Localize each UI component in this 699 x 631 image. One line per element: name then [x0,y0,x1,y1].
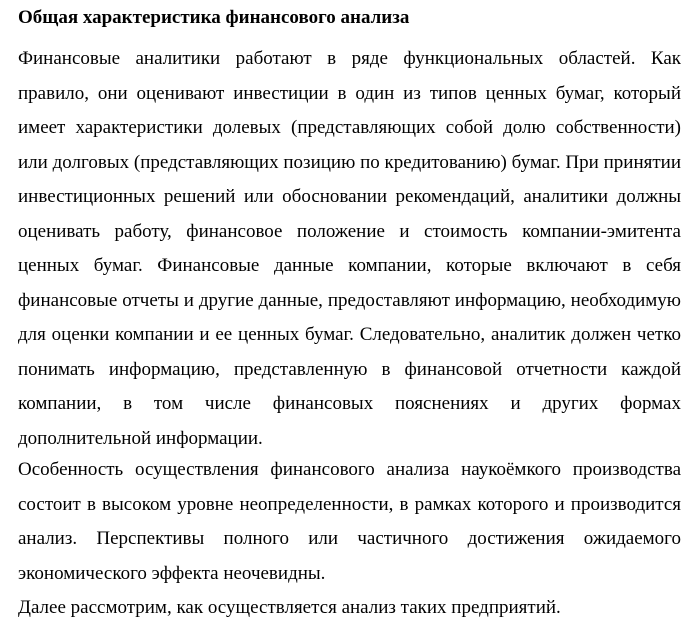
document-title: Общая характеристика финансового анализа [18,7,410,28]
paragraph-financial-analysts: Финансовые аналитики работают в ряде функциональных областей. Как правило, они оценивают инвестиции в один из типов ценных бумаг, который имеет характеристики долевых (представляющих собой долю собственности) или долговых (представляющих позицию по кредитованию) бумаг. При принятии инвестиционных решений или обосновании рекомендаций, аналитики должны оценивать работу, финансовое положение и стоимость компании-эмитента ценных бумаг. Финансовые данные компании, которые включают в себя финансовые отчеты и другие данные, предоставляют информацию, необходимую для оценки компании и ее ценных бумаг. Следовательно, аналитик должен четко понимать информацию, представленную в финансовой отчетности каждой компании, в том числе финансовых пояснениях и других формах дополнительной информации. [18,48,681,449]
paragraph-next-section: Далее рассмотрим, как осуществляется анализ таких предприятий. [18,597,561,618]
paragraph-knowledge-intensive-production: Особенность осуществления финансового анализа наукоёмкого производства состоит в высоком уровне неопределенности, в рамках которого и производится анализ. Перспективы полного или частичного достижения ожидаемого экономического эффекта неочевидны. [18,459,681,584]
